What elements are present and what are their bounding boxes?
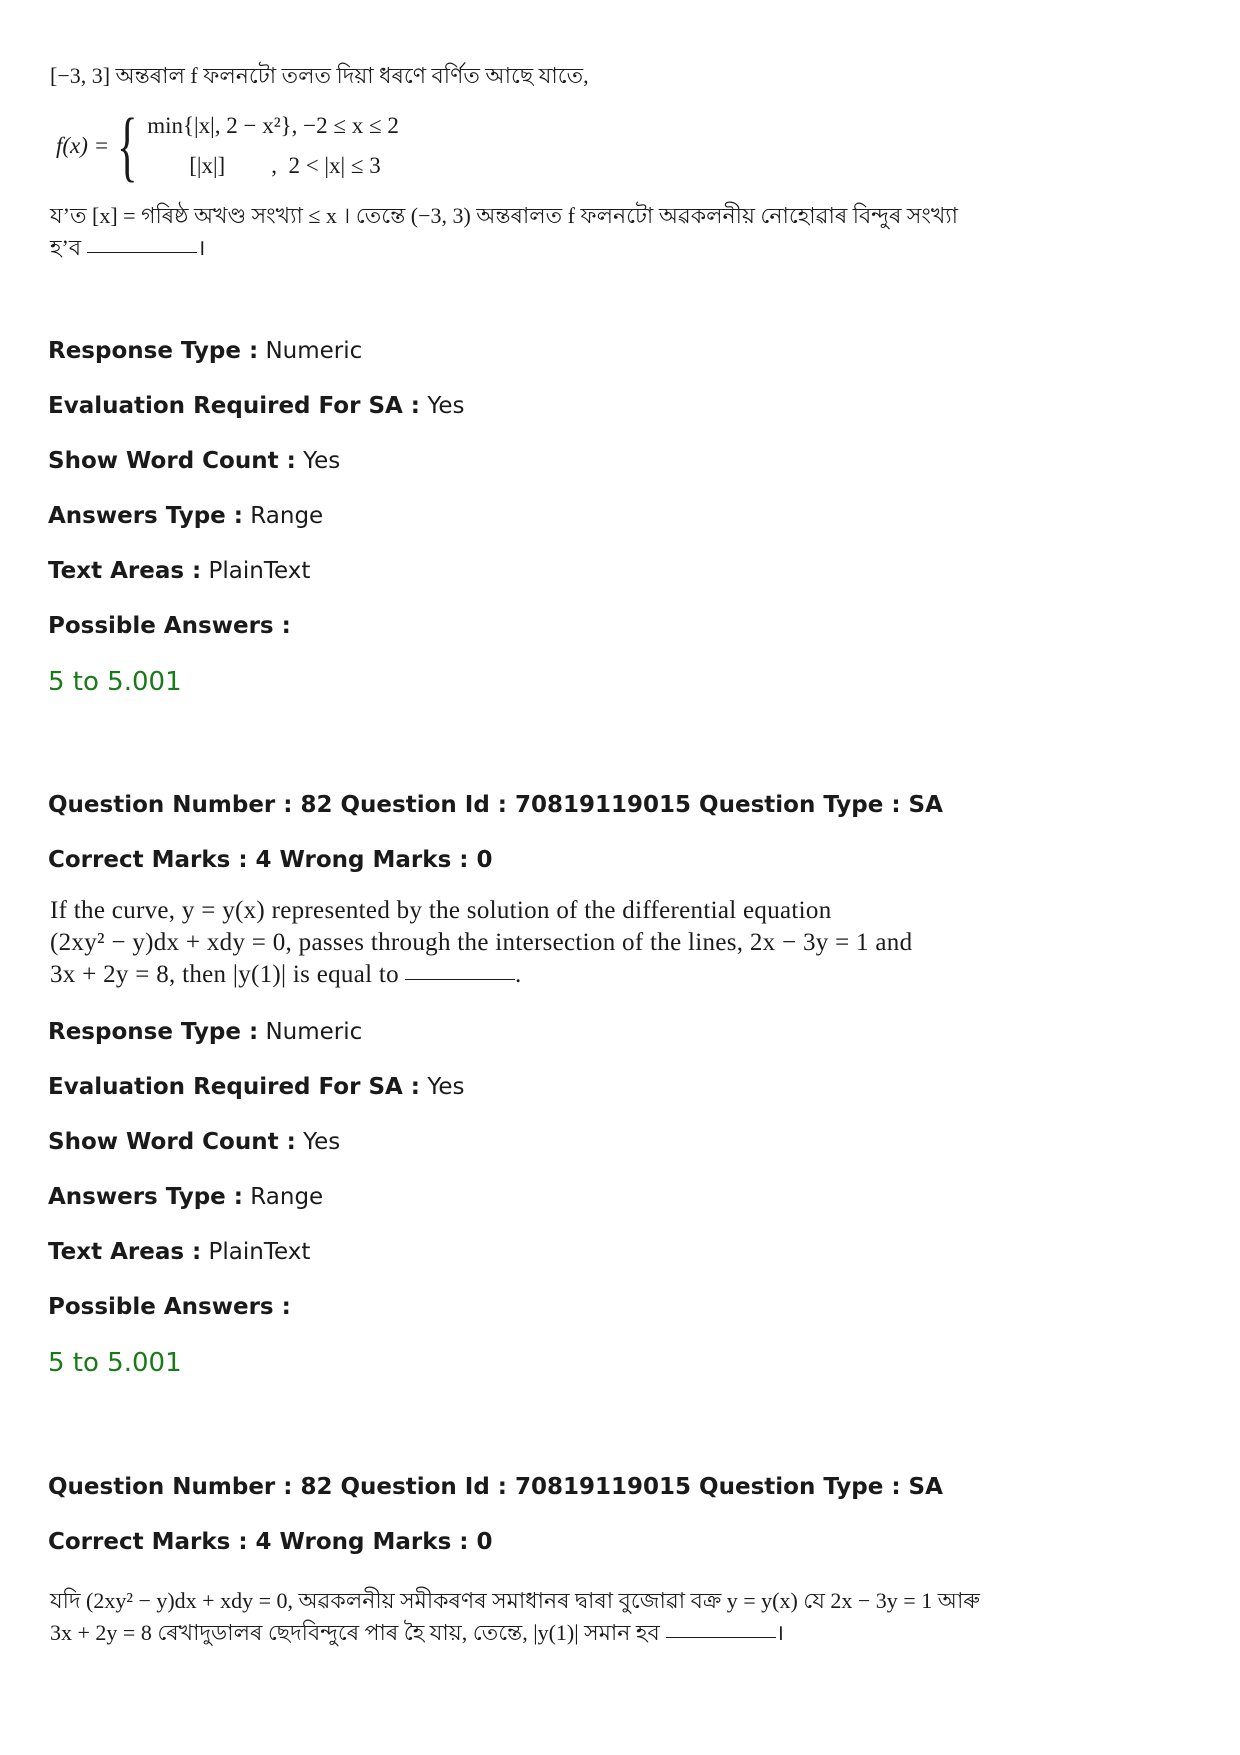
- eval-required-field: [48, 392, 464, 420]
- answers-type-key: Answers Type :: [48, 1184, 243, 1210]
- q82-as-line-2: [50, 1617, 980, 1649]
- q82-as-line-2-text: 3x + 2y = 8 ৰেখাদুডালৰ ছেদবিন্দুৰে পাৰ হৈ যায়, তেন্তে, |y(1)| সমান হব: [50, 1620, 660, 1645]
- q82-en-line-3: [50, 959, 912, 991]
- q81-end-mark: ।: [197, 235, 206, 260]
- text-areas-value: PlainText: [208, 1239, 311, 1265]
- text-areas-field: [48, 1238, 310, 1266]
- response-type-value: Numeric: [265, 338, 363, 364]
- show-word-count-field: [48, 1128, 340, 1156]
- question-header: Question Number : 82 Question Id : 70819119015 Question Type : SA: [48, 792, 943, 818]
- answer-blank: [87, 251, 197, 253]
- q81-line-4-text: হ’ব: [50, 235, 82, 260]
- response-type-key: Response Type :: [48, 1019, 259, 1045]
- marks-header: Correct Marks : 4 Wrong Marks : 0: [48, 1529, 493, 1555]
- answers-type-key: Answers Type :: [48, 503, 243, 529]
- show-word-count-value: Yes: [303, 1129, 341, 1155]
- answers-type-value: Range: [250, 1184, 324, 1210]
- q82-en-end-mark: .: [514, 961, 522, 988]
- text-areas-field: [48, 557, 310, 585]
- eval-required-field: [48, 1073, 464, 1101]
- question-81-assamese-text: [50, 60, 958, 264]
- possible-answers-field: [48, 1293, 291, 1321]
- q82-as-end-mark: ।: [775, 1620, 785, 1645]
- possible-answers-key: Possible Answers :: [48, 613, 291, 639]
- possible-answers-key: Possible Answers :: [48, 1294, 291, 1320]
- marks-header: Correct Marks : 4 Wrong Marks : 0: [48, 847, 493, 873]
- text-areas-key: Text Areas :: [48, 558, 202, 584]
- q81-line-1: [−3, 3] অন্তৰাল f ফলনটো তলত দিয়া ধৰণে বৰ্ণিত আছে যাতে,: [50, 63, 589, 88]
- response-type-key: Response Type :: [48, 338, 259, 364]
- q82-as-line-1: যদি (2xy² − y)dx + xdy = 0, অৱকলনীয় সমীকৰণৰ সমাধানৰ দ্বাৰা বুজোৱা বক্ৰ y = y(x) যে 2x − 3y = 1 আৰু: [50, 1588, 980, 1613]
- question-82-english-text: [50, 895, 912, 991]
- eval-required-value: Yes: [427, 393, 465, 419]
- answer-blank: [666, 1636, 776, 1638]
- q82-en-line-2: (2xy² − y)dx + xdy = 0, passes through the intersection of the lines, 2x − 3y = 1 and: [50, 929, 913, 956]
- q82-en-line-1: If the curve, y = y(x) represented by the solution of the differential equation: [50, 897, 832, 924]
- case-2: [|x|] , 2 < |x| ≤ 3: [189, 153, 381, 178]
- show-word-count-key: Show Word Count :: [48, 1129, 296, 1155]
- show-word-count-field: [48, 447, 340, 475]
- eval-required-key: Evaluation Required For SA :: [48, 1074, 421, 1100]
- answer-blank: [405, 978, 515, 980]
- q81-line-3: য’ত [x] = গৰিষ্ঠ অখণ্ড সংখ্যা ≤ x । তেন্তে (−3, 3) অন্তৰালত f ফলনটো অৱকলনীয় নোহোৱাৰ বিন্দুৰ সংখ্যা: [50, 203, 959, 228]
- case-1: min{|x|, 2 − x²}, −2 ≤ x ≤ 2: [147, 113, 399, 138]
- answers-type-field: [48, 1183, 323, 1211]
- show-word-count-key: Show Word Count :: [48, 448, 296, 474]
- q82-en-line-3-text: 3x + 2y = 8, then |y(1)| is equal to: [50, 961, 399, 988]
- answers-type-value: Range: [250, 503, 324, 529]
- eval-required-key: Evaluation Required For SA :: [48, 393, 421, 419]
- answers-type-field: [48, 502, 323, 530]
- possible-answers-field: [48, 612, 291, 640]
- eval-required-value: Yes: [427, 1074, 465, 1100]
- question-header: Question Number : 82 Question Id : 70819119015 Question Type : SA: [48, 1474, 943, 1500]
- response-type-field: [48, 337, 362, 365]
- fx-label: f(x) =: [56, 133, 110, 158]
- text-areas-key: Text Areas :: [48, 1239, 202, 1265]
- possible-answer-value: 5 to 5.001: [48, 667, 182, 697]
- left-brace-icon: {: [117, 102, 138, 189]
- question-82-assamese-text: [50, 1585, 980, 1649]
- response-type-value: Numeric: [265, 1019, 363, 1045]
- piecewise-function: [56, 102, 958, 189]
- show-word-count-value: Yes: [303, 448, 341, 474]
- text-areas-value: PlainText: [208, 558, 311, 584]
- piecewise-cases: [147, 106, 399, 186]
- response-type-field: [48, 1018, 362, 1046]
- q81-line-4: [50, 232, 958, 264]
- possible-answer-value: 5 to 5.001: [48, 1348, 182, 1378]
